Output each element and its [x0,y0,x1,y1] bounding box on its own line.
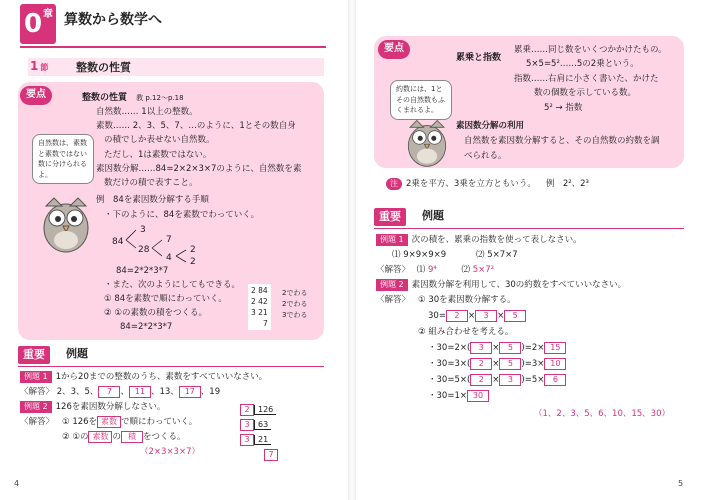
ruijo-heading: 累乗と指数 [456,53,502,63]
tree-node: 84 [112,237,124,247]
owl-speech-bubble: 約数には、1と その自然数もふ くまれるよ。 [390,80,452,120]
ex2-combo-last: ・30=1× 30 [428,390,489,402]
section-number: 1 節 [30,59,49,73]
reidai-rule [18,366,324,367]
ex2-question: 例題 2 素因数分解を利用して、30の約数をすべていいなさい。 [376,279,626,291]
ex2-step1: ① 126を 素数 で順にわっていく。 [62,417,198,427]
ex1-answer: 〈解答〉 2、3、5、 7 、 11 、13、 17 、19 [20,387,221,397]
ex2-equation: 30= 2 × 3 × 5 [428,310,526,322]
factor-tree [110,220,220,264]
ladder-row: 7 [263,319,268,328]
owl-speech-bubble: 自然数は、素数 と素数ではない 数に分けられる よ。 [32,134,94,184]
topic-heading: 整数の性質 教 p.12〜p.18 [82,93,184,103]
example-step-b2: ② ①の素数の積をつくる。 [104,308,207,318]
yoten-tag: 要点 [378,40,410,59]
ex2-ladder: 2 126 3 63 3 21 7 [240,402,278,462]
note: 注 2乗を平方、3乗を立方ともいう。 例 2²、2³ [386,178,589,190]
ex1-question: 例題 1 1から20までの整数のうち、素数をすべていいなさい。 [20,371,267,383]
ex2-step2: ② 組み合わせを考える。 [418,327,514,337]
ex2-combo-row: ・30=5×( 2 × 3 )=5× 6 [428,374,566,386]
ex1-q1: ⑴ 9×9×9×9 [392,250,447,260]
section-title: 整数の性質 [76,61,131,74]
chapter-rule [20,46,326,48]
ladder-row: 2 42 [251,297,268,306]
tree-node: 2 [190,257,196,264]
factorization-use-text-cont: べられる。 [464,151,507,161]
page-number: 5 [678,479,684,488]
answer-blank: 素数 [88,431,112,443]
def-factorization: 素因数分解……84=2×2×3×7のように、自然数を素 [96,164,302,174]
ex1-q2: ⑵ 5×7×7 [476,250,518,260]
chapter-badge [20,4,56,44]
chapter-title: 算数から数学へ [64,12,162,28]
factorization-use-text: 自然数を素因数分解すると、その自然数の約数を調 [464,136,660,146]
section-bar [28,58,324,76]
answer-blank: 11 [129,386,151,398]
def-factorization-cont: 数だけの積で表すこと。 [104,178,198,188]
ex2-answer-label: 〈解答〉 [376,295,411,305]
ex2-combo-row: ・30=3×( 2 × 5 )=3× 10 [428,358,566,370]
ladder-row: 3 21 [251,308,268,317]
right-page [356,0,704,500]
page-number: 4 [14,479,20,488]
ex2-result: （2×3×3×7） [140,447,200,457]
tree-node: 2 [190,245,196,255]
answer-blank: 積 [121,431,143,443]
example-heading: 例 84を素因数分解する手順 [96,195,209,205]
ex2-question: 例題 2 126を素因数分解しなさい。 [20,401,165,413]
def-ruijo: 累乗……同じ数をいくつかかけたもの。 [514,45,667,55]
shisu-diagram: 5² → 指数 [544,103,583,113]
ex2-step2: ② ①の 素数 の 積 をつくる。 [62,432,186,442]
factorization-use-heading: 素因数分解の利用 [456,121,525,131]
def-natural: 自然数…… 1以上の整数。 [96,107,198,117]
example-result-b: 84=2*2*3*7 [120,322,173,332]
ladder-division [248,284,271,330]
def-ruijo-example: 5×5=5²……5の2乗という。 [526,59,639,69]
jyuyo-label: 重要 [374,208,406,226]
tree-node: 4 [166,253,172,263]
jyuyo-label: 重要 [18,346,50,364]
answer-blank: 17 [179,386,201,398]
ex2-step1: ① 30を素因数分解する。 [418,295,516,305]
ladder-row: 2 84 [251,286,268,295]
def-prime: 素数…… 2、3、5、7、…のように、1とその数自身 [96,121,296,131]
ladder-notes: 2でわる 2でわる 3でわる [282,289,308,319]
tree-node: 28 [138,245,150,255]
topic-reference: 教 p.12〜p.18 [136,94,184,102]
reidai-title: 例題 [66,347,88,360]
chapter-number: 0 [24,9,43,39]
ex2-final-answer: （1、2、3、5、6、10、15、30） [534,409,670,419]
def-shisu: 指数……右肩に小さく書いた、かけた [514,74,659,84]
reidai-rule [374,228,684,229]
yoten-tag: 要点 [20,86,52,105]
chapter-suffix: 章 [43,9,53,20]
ex2-answer-label: 〈解答〉 [20,417,55,427]
tree-node: 7 [166,235,172,245]
example-step-b1: ① 84を素数で順にわっていく。 [104,294,227,304]
def-prime-cont: の積でしか表せない自然数。 [104,135,215,145]
example-result-a: 84=2*2*3*7 [116,266,169,276]
def-shisu-cont: 数の個数を示している数。 [534,88,637,98]
example-step-b: ・また、次のようにしてもできる。 [104,280,241,290]
answer-blank: 5 [504,310,526,322]
answer-blank: 3 [475,310,497,322]
ex1-answer: 〈解答〉 ⑴ 9⁴ ⑵ 5×7² [376,265,495,275]
answer-blank: 7 [98,386,120,398]
answer-blank: 素数 [97,416,121,428]
owl-mascot-icon [402,112,452,168]
ex2-combo-row: ・30=2×( 3 × 5 )=2× 15 [428,342,566,354]
left-page [0,0,348,500]
tree-node: 3 [140,225,146,235]
example-step-a: ・下のように、84を素数でわっていく。 [104,210,260,220]
owl-mascot-icon [38,188,94,254]
def-prime-note: ただし、1は素数ではない。 [104,150,212,160]
ex1-question: 例題 1 次の積を、累乗の指数を使って表しなさい。 [376,234,582,246]
reidai-title: 例題 [422,209,444,222]
answer-blank: 2 [446,310,468,322]
